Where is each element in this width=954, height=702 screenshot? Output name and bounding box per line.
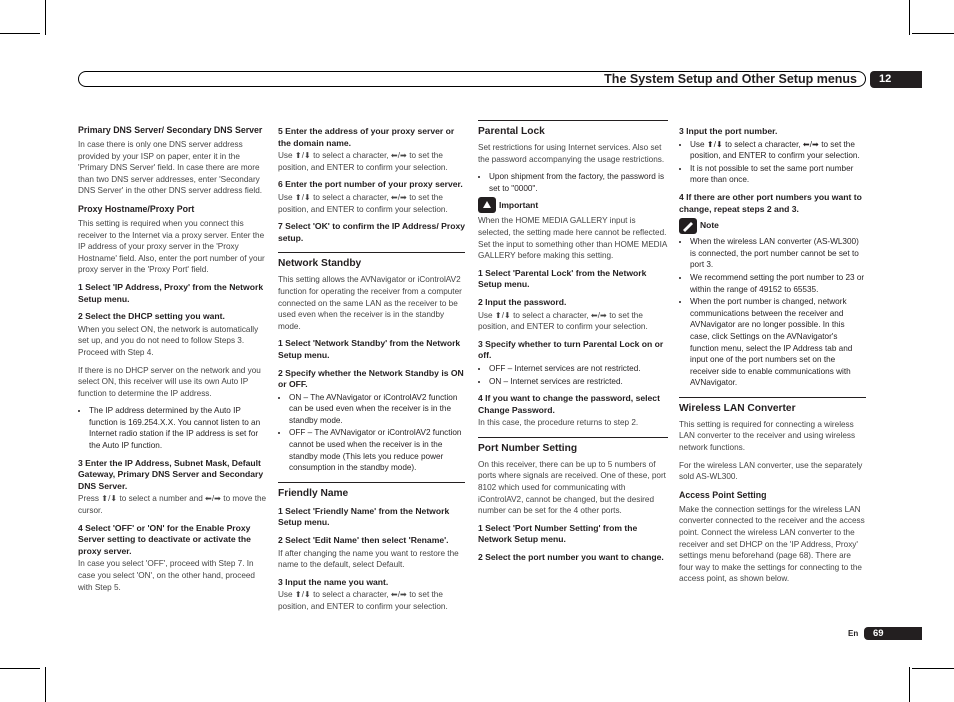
step-heading: 2 Specify whether the Network Standby is ON or OFF. <box>278 367 464 390</box>
step-heading: 3 Input the name you want. <box>278 576 389 587</box>
step-heading: 1 Select 'Friendly Name' from the Network Setup menu. <box>278 505 450 528</box>
crop-mark <box>45 0 46 35</box>
paragraph: In this case, the procedure returns to step 2. <box>478 418 639 428</box>
bullet-item: • OFF – Internet services are not restricted. <box>489 363 668 375</box>
step-heading: 2 Input the password. <box>478 296 567 307</box>
page-number: 69 <box>864 627 922 640</box>
bullet-item: • It is not possible to set the same port number more than once. <box>690 163 866 186</box>
bullet-item: • Upon shipment from the factory, the password is set to "0000". <box>489 171 668 194</box>
bullet-list <box>278 392 465 474</box>
paragraph: This setting allows the AVNavigator or iControlAV2 function for operating the receiver from a computer connected on the same LAN as the receiver to be used even when the receiver is in the standby mode. <box>278 275 462 331</box>
section-heading: Friendly Name <box>278 482 465 500</box>
paragraph: Use ⬆/⬇ to select a character, ⬅/➡ to set the position, and ENTER to confirm your selection. <box>278 192 448 214</box>
crop-mark <box>909 667 910 702</box>
bullet-item: • The IP address determined by the Auto IP function is 169.254.X.X. You cannot listen to an Internet radio station if the IP address is set for the Auto IP function. <box>89 405 268 451</box>
paragraph: In case you select 'OFF', proceed with Step 7. In case you select 'ON', on the other hand, proceed with Step 5. <box>78 559 255 592</box>
paragraph: This setting is required for connecting a wireless LAN converter to the receiver and using wireless network functions. <box>679 419 856 453</box>
paragraph: Press ⬆/⬇ to select a number and ⬅/➡ to move the cursor. <box>78 494 267 516</box>
paragraph: This setting is required when you connect this receiver to the Internet via a proxy server. Enter the IP address of your proxy server in the 'Proxy Hostname' field. Also, enter the port number of your proxy server in the 'Proxy Port' field. <box>78 218 265 275</box>
bullet-item: • We recommend setting the port number to 23 or within the range of 49152 to 65535. <box>690 272 866 295</box>
crop-mark <box>0 33 40 34</box>
page-title: The System Setup and Other Setup menus <box>604 72 857 86</box>
bullet-list <box>478 171 668 194</box>
bullet-item: • ON – Internet services are restricted. <box>489 376 668 388</box>
paragraph: Make the connection settings for the wireless LAN converter connected to the receiver and the access point. Connect the wireless LAN converter to the receiver and set DHCP on the 'IP Address, Proxy' settings menu beforehand (page 68). There are four way to make the settings for connecting to the access point, as shown below. <box>679 504 865 584</box>
step-heading: 3 Enter the IP Address, Subnet Mask, Default Gateway, Primary DNS Server and Secondary DNS Server. <box>78 457 264 491</box>
note-icon <box>679 218 700 234</box>
bullet-list <box>78 405 268 451</box>
column-2 <box>278 120 465 619</box>
section-heading: Parental Lock <box>478 120 668 138</box>
paragraph: If after changing the name you want to restore the name to the default, select Default. <box>278 548 459 570</box>
paragraph: When you select ON, the network is automatically set up, and you do not need to follow Steps 3. Proceed with Step 4. <box>78 324 259 357</box>
subheading: Primary DNS Server/ Secondary DNS Server <box>78 125 263 135</box>
bullet-item: • ON – The AVNavigator or iControlAV2 function can be used even when the receiver is in the standby mode. <box>289 392 465 427</box>
bullet-item: • Use ⬆/⬇ to select a character, ⬅/➡ to set the position, and ENTER to confirm your selection. <box>690 139 866 162</box>
crop-mark <box>912 668 954 669</box>
language-label: En <box>848 629 859 638</box>
step-heading: 4 If there are other port numbers you want to change, repeat steps 2 and 3. <box>679 191 862 214</box>
important-icon <box>478 197 499 213</box>
crop-mark <box>45 667 46 702</box>
chapter-number: 12 <box>870 71 922 88</box>
note-heading <box>679 218 866 234</box>
bullet-item: • When the port number is changed, network communications between the receiver and AVNavigator are no longer possible. In this case, click Settings on the AVNavigator's function menu, select the IP Address tab and input one of the port numbers set on the receiver side to enable communications with AVNavigator. <box>690 296 866 389</box>
column-4 <box>679 120 866 591</box>
section-heading: Network Standby <box>278 252 465 270</box>
crop-mark <box>909 0 910 35</box>
section-heading: Wireless LAN Converter <box>679 397 866 415</box>
bullet-item: • When the wireless LAN converter (AS-WL300) is connected, the port number cannot be set to port 3. <box>690 236 866 271</box>
paragraph: Set restrictions for using Internet services. Also set the password accompanying the usage restrictions. <box>478 143 665 164</box>
step-heading: 3 Input the port number. <box>679 126 778 136</box>
bullet-item: • OFF – The AVNavigator or iControlAV2 function cannot be used when the receiver is in the standby mode (This lets you reduce power consumption in the standby mode). <box>289 427 465 473</box>
bullet-list <box>679 236 866 389</box>
step-heading: 1 Select 'Port Number Setting' from the Network Setup menu. <box>478 522 638 545</box>
step-heading: 2 Select 'Edit Name' then select 'Rename'. <box>278 535 449 546</box>
section-heading: Port Number Setting <box>478 437 668 455</box>
important-heading <box>478 197 668 213</box>
step-heading: 4 If you want to change the password, select Change Password. <box>478 393 660 415</box>
step-heading: 3 Specify whether to turn Parental Lock on or off. <box>478 338 664 361</box>
step-heading: 2 Select the port number you want to change. <box>478 552 664 563</box>
step-heading: 6 Enter the port number of your proxy server. <box>278 179 463 190</box>
step-heading: 2 Select the DHCP setting you want. <box>78 311 225 322</box>
step-heading: 4 Select 'OFF' or 'ON' for the Enable Proxy Server setting to deactivate or activate the proxy server. <box>78 522 251 556</box>
column-3 <box>478 120 668 565</box>
paragraph: Use ⬆/⬇ to select a character, ⬅/➡ to set the position, and ENTER to confirm your selection. <box>278 151 448 172</box>
paragraph: On this receiver, there can be up to 5 numbers of ports where signals are received. One of these, port 8102 which used for communicating with iControlAV2, cannot be changed, but the desired number can be set for the 4 other ports. <box>478 459 666 516</box>
paragraph: For the wireless LAN converter, use the separately sold AS-WL300. <box>679 460 863 482</box>
bullet-list <box>679 139 866 186</box>
paragraph: Use ⬆/⬇ to select a character, ⬅/➡ to set the position, and ENTER to confirm your selection. <box>478 310 648 332</box>
step-heading: 5 Enter the address of your proxy server or the domain name. <box>278 126 455 148</box>
paragraph: In case there is only one DNS server address provided by your ISP on paper, enter it in the 'Primary DNS Server' field. In case there are more than two DNS server addresses, enter 'Secondary DNS Server' in the other DNS server address field. <box>78 140 263 196</box>
step-heading: 7 Select 'OK' to confirm the IP Address/ Proxy setup. <box>278 221 465 243</box>
bullet-list <box>478 363 668 387</box>
icon-heading-label: Note <box>700 220 719 231</box>
subheading: Access Point Setting <box>679 489 767 500</box>
subheading: Proxy Hostname/Proxy Port <box>78 203 195 214</box>
paragraph: When the HOME MEDIA GALLERY input is selected, the setting made here cannot be reflected. Set the input to something other than HOME MEDIA GALLERY before making this setting. <box>478 216 667 261</box>
step-heading: 1 Select 'Network Standby' from the Network Setup menu. <box>278 338 461 360</box>
icon-heading-label: Important <box>499 199 539 210</box>
column-1 <box>78 120 268 599</box>
crop-mark <box>0 668 40 669</box>
step-heading: 1 Select 'Parental Lock' from the Network Setup menu. <box>478 267 647 290</box>
crop-mark <box>912 33 954 34</box>
paragraph: If there is no DHCP server on the network and you select ON, this receiver will use its own Auto IP function to determine the IP address. <box>78 365 261 398</box>
step-heading: 1 Select 'IP Address, Proxy' from the Network Setup menu. <box>78 281 264 304</box>
paragraph: Use ⬆/⬇ to select a character, ⬅/➡ to set the position, and ENTER to confirm your selection. <box>278 590 448 611</box>
